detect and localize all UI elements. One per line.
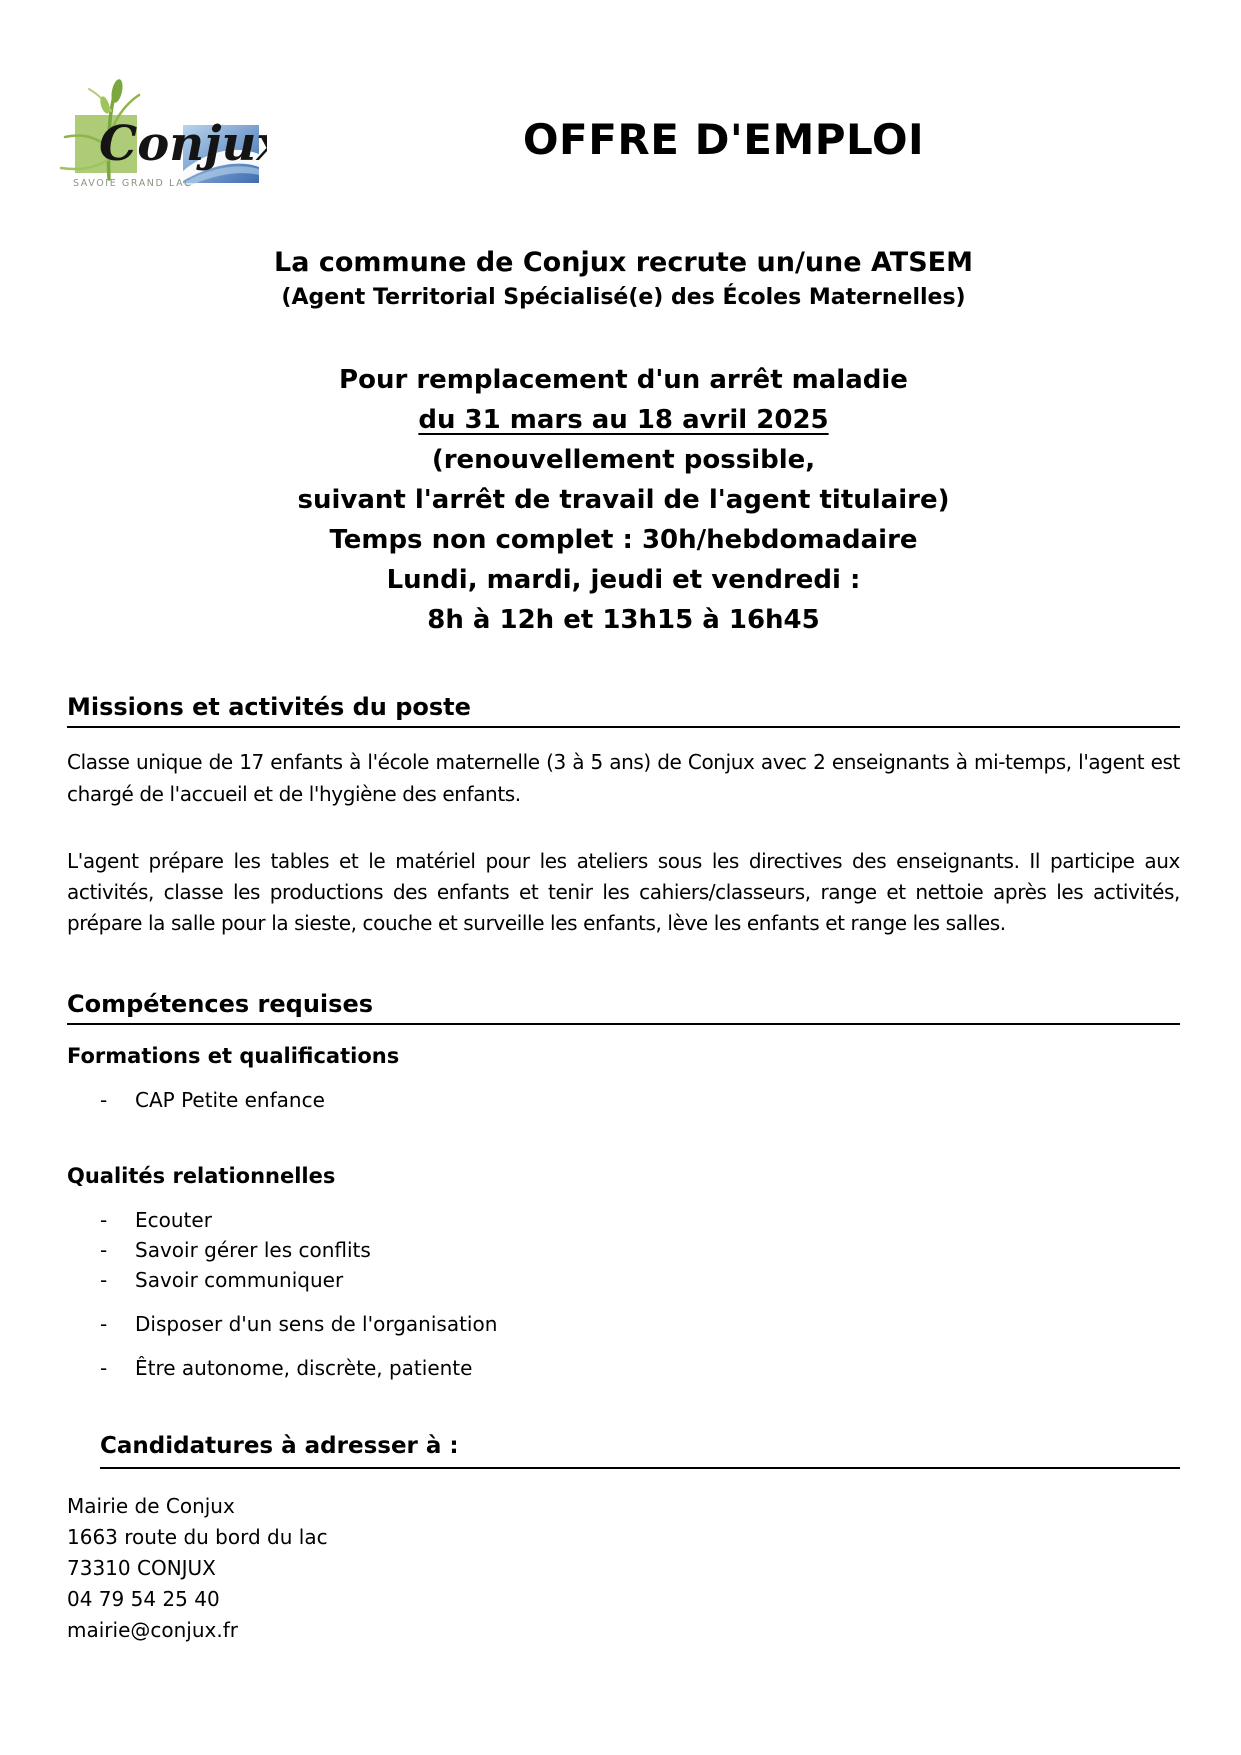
list-item-label: Être autonome, discrète, patiente	[135, 1356, 473, 1380]
list-item	[67, 1265, 1180, 1295]
details-line1: Pour remplacement d'un arrêt maladie	[339, 365, 908, 395]
details-line3: (renouvellement possible,	[431, 445, 816, 475]
missions-heading: Missions et activités du poste	[67, 692, 1180, 728]
dash-bullet: -	[100, 1238, 108, 1262]
details-line7: 8h à 12h et 13h15 à 16h45	[427, 605, 820, 635]
dash-bullet: -	[100, 1268, 108, 1292]
logo-subtitle: SAVOIE GRAND LAC	[73, 178, 193, 189]
competences-heading: Compétences requises	[67, 989, 1180, 1025]
address-name: Mairie de Conjux	[67, 1494, 235, 1518]
details-block	[67, 360, 1180, 640]
details-line2-dates: du 31 mars au 18 avril 2025	[418, 405, 829, 435]
page-title: OFFRE D'EMPLOI	[522, 115, 925, 164]
list-item	[67, 1309, 1180, 1339]
qualites-list	[67, 1205, 1180, 1383]
address-city: 73310 CONJUX	[67, 1556, 216, 1580]
list-item	[67, 1085, 1180, 1115]
list-item-label: Disposer d'un sens de l'organisation	[135, 1312, 498, 1336]
list-item	[67, 1353, 1180, 1383]
formations-list	[67, 1085, 1180, 1115]
dash-bullet: -	[100, 1312, 108, 1336]
intro-line1: La commune de Conjux recrute un/une ATSEM	[274, 247, 973, 278]
details-line4: suivant l'arrêt de travail de l'agent titulaire)	[297, 485, 950, 515]
details-line6: Lundi, mardi, jeudi et vendredi :	[386, 565, 861, 595]
conjux-logo	[55, 75, 267, 190]
dash-bullet: -	[100, 1208, 108, 1232]
list-item	[67, 1235, 1180, 1265]
list-item-label: Ecouter	[135, 1208, 212, 1232]
conjux-logo-graphic	[55, 75, 267, 190]
candidatures-heading: Candidatures à adresser à :	[100, 1431, 1180, 1469]
dash-bullet: -	[100, 1088, 108, 1112]
address-phone: 04 79 54 25 40	[67, 1587, 220, 1611]
header	[0, 0, 1241, 190]
intro-block	[67, 245, 1180, 315]
content	[0, 245, 1241, 1646]
dash-bullet: -	[100, 1356, 108, 1380]
list-item	[67, 1205, 1180, 1235]
address-street: 1663 route du bord du lac	[67, 1525, 328, 1549]
list-item-label: Savoir gérer les conflits	[135, 1238, 371, 1262]
list-item-label: Savoir communiquer	[135, 1268, 344, 1292]
address-email: mairie@conjux.fr	[67, 1618, 238, 1642]
formations-subheading: Formations et qualifications	[67, 1044, 400, 1068]
missions-paragraph-1: Classe unique de 17 enfants à l'école maternelle (3 à 5 ans) de Conjux avec 2 enseignants à mi-temps, l'agent est chargé de l'accueil et de l'hygiène des enfants.	[67, 750, 1180, 806]
intro-line2: (Agent Territorial Spécialisé(e) des Écoles Maternelles)	[281, 285, 966, 310]
logo-wordmark: Conjux	[99, 116, 267, 172]
title-area	[267, 75, 1180, 164]
list-item-label: CAP Petite enfance	[135, 1088, 325, 1112]
missions-paragraph-2: L'agent prépare les tables et le matériel pour les ateliers sous les directives des enseignants. Il participe aux activités, classe les productions des enfants et tenir les cahiers/classeurs, range et nettoie après les activités, prépare la salle pour la sieste, couche et surveille les enfants, lève les enfants et range les salles.	[67, 849, 1180, 935]
address-block	[67, 1491, 1180, 1646]
details-line5: Temps non complet : 30h/hebdomadaire	[329, 525, 918, 555]
qualites-subheading: Qualités relationnelles	[67, 1164, 336, 1188]
